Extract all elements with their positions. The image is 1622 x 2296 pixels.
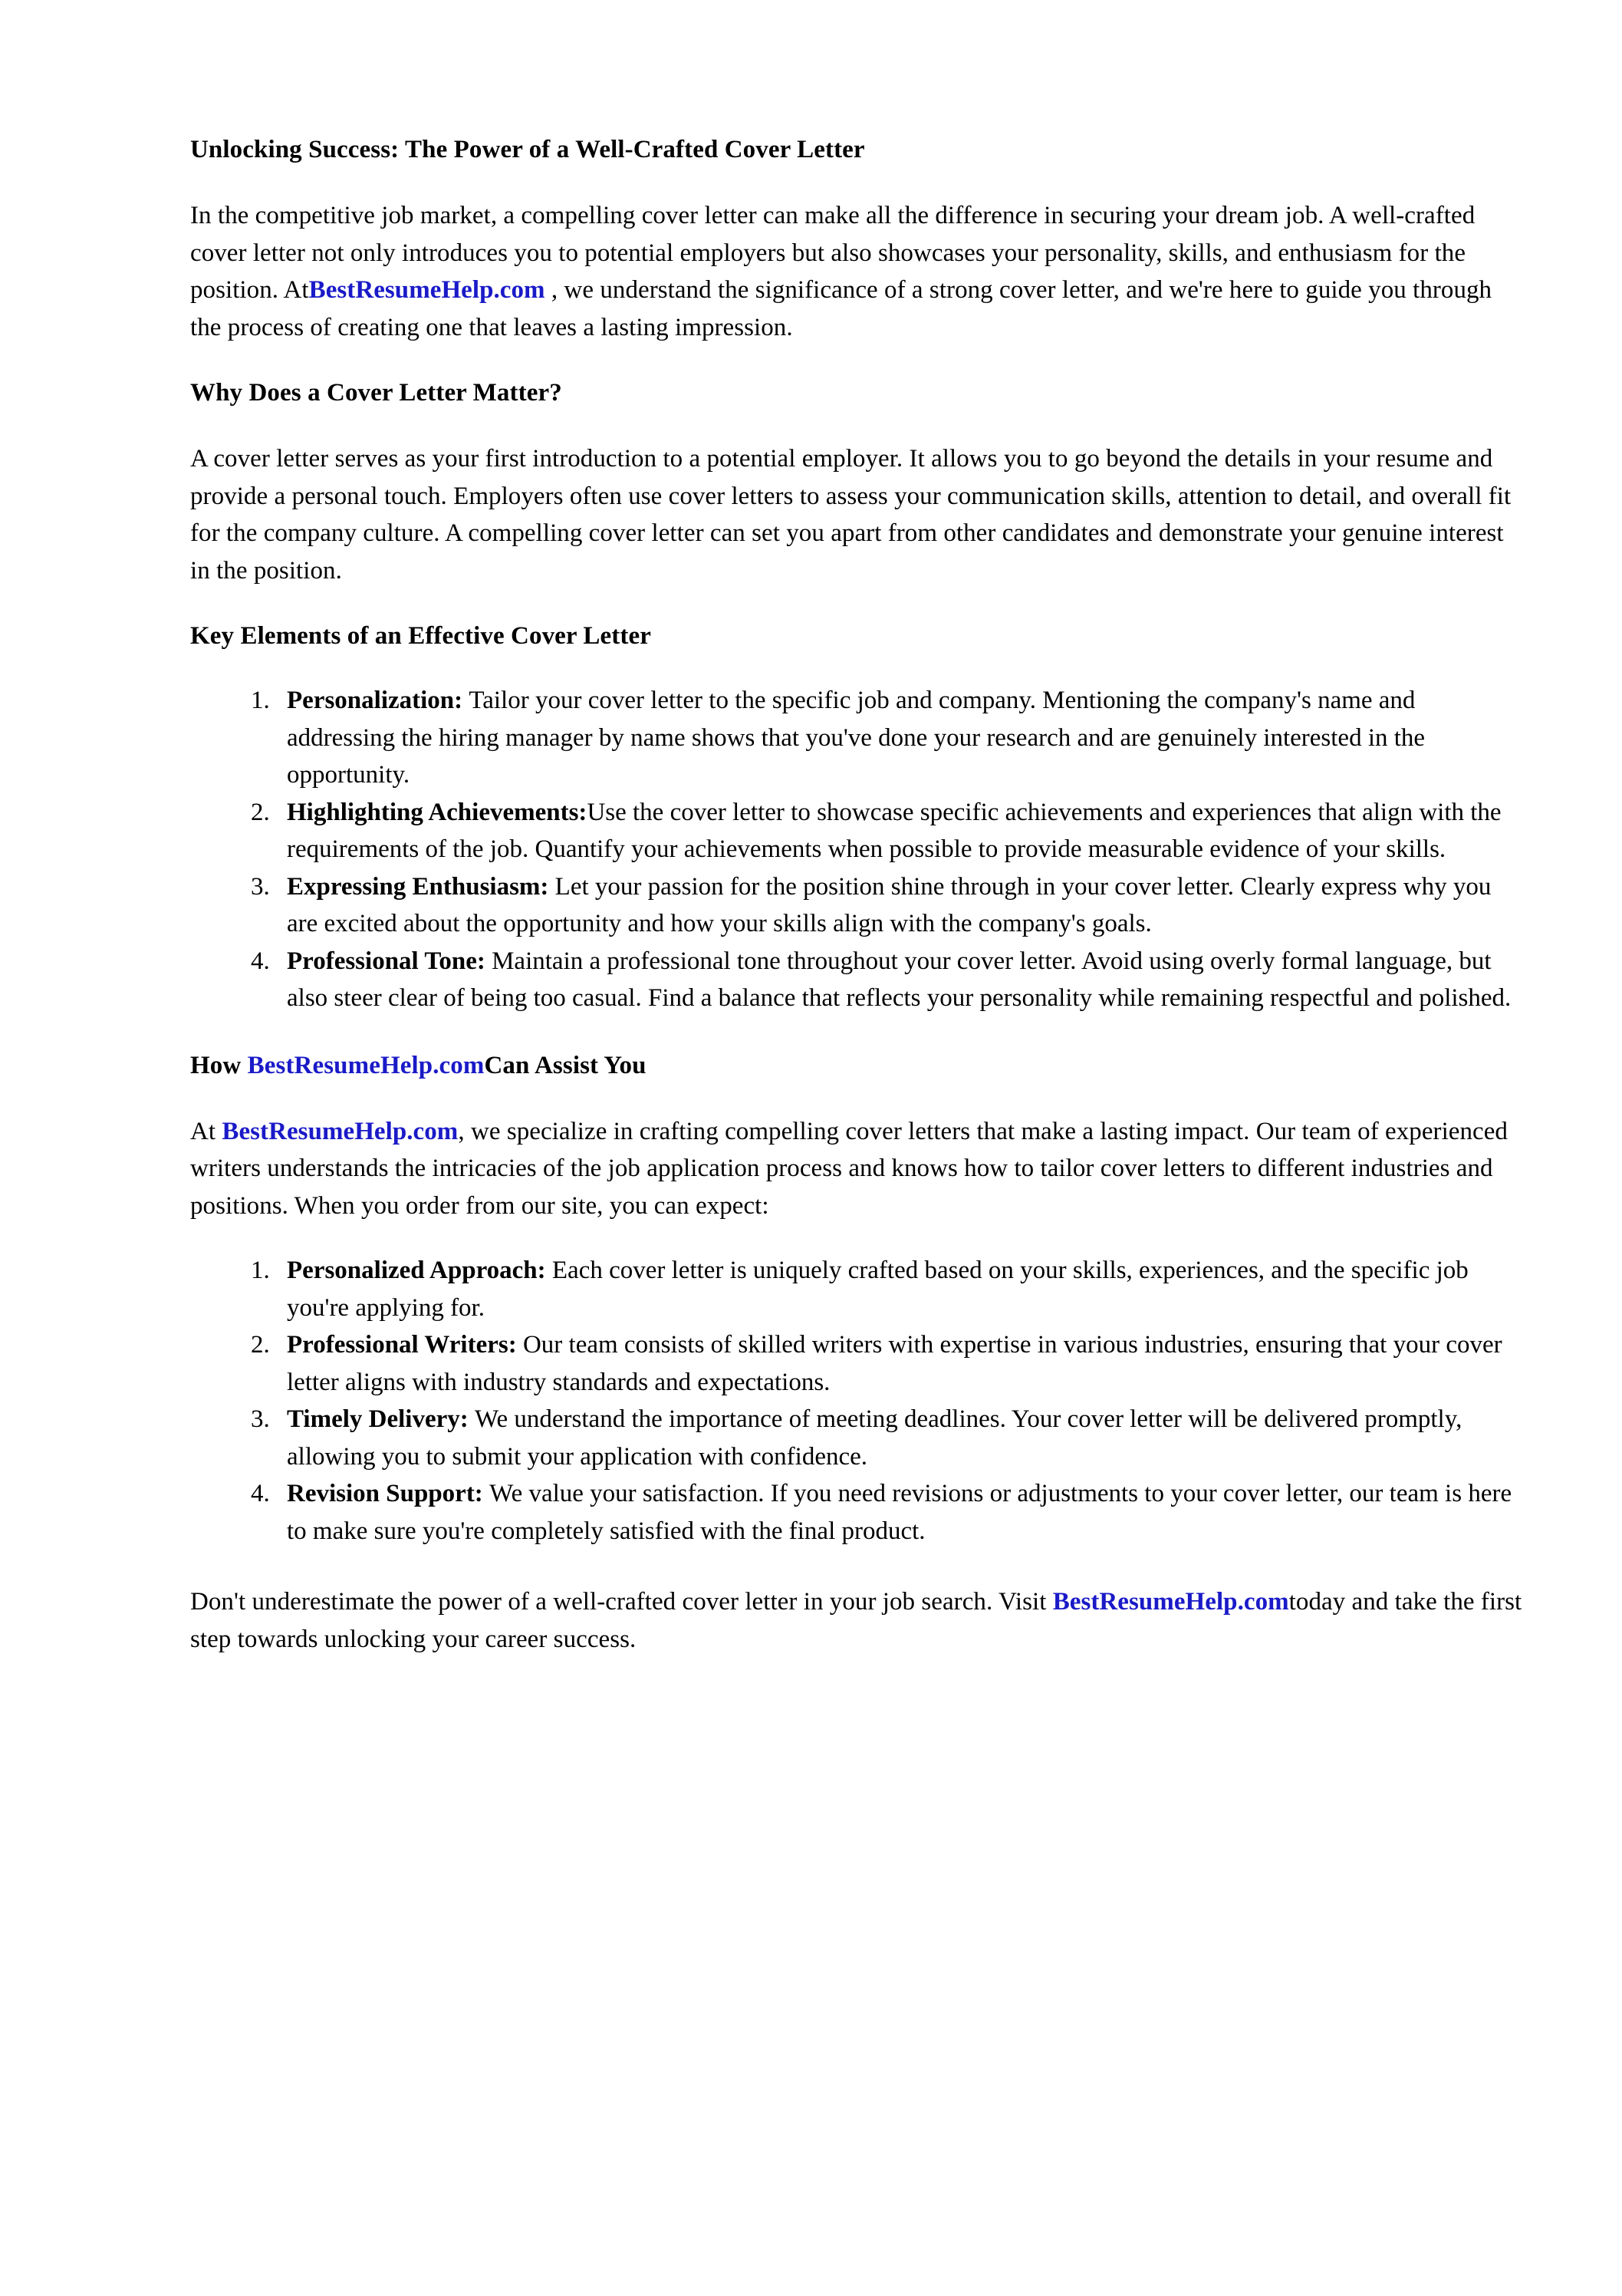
assist-heading-after: Can Assist You — [484, 1051, 646, 1079]
section-assist-paragraph — [190, 1113, 1525, 1225]
assist-text-before: At — [190, 1117, 222, 1145]
section-heading-assist — [190, 1048, 1525, 1084]
list-item-lead: Personalization: — [287, 687, 469, 714]
list-item-text: Tailor your cover letter to the specific job and company. Mentioning the company's name and addressing the hiring manager by name shows that you've done your research and are genuinely interested in the opportunity. — [287, 687, 1426, 789]
section-heading-elements: Key Elements of an Effective Cover Letter — [190, 622, 651, 650]
list-item-text: We understand the importance of meeting deadlines. Your cover letter will be delivered promptly, allowing you to submit your application with confidence. — [287, 1405, 1462, 1471]
assist-text-after: , we specialize in crafting compelling cover letters that make a lasting impact. Our team of experienced writers understands the intricacies of the job application process and knows how to tailor cover letters to different industries and positions. When you order from our site, you can expect: — [190, 1117, 1508, 1220]
spacer — [190, 654, 1525, 682]
list-item-text: Each cover letter is uniquely crafted based on your skills, experiences, and the specific job you're applying for. — [287, 1257, 1469, 1322]
list-item-lead: Highlighting Achievements: — [287, 798, 587, 826]
spacer — [190, 1224, 1525, 1252]
assist-benefits-list — [190, 1252, 1525, 1550]
closing-text-after: today and take the first step towards unlocking your career success. — [190, 1588, 1522, 1653]
spacer — [190, 168, 1525, 197]
spacer — [190, 411, 1525, 440]
list-item-text: We value your satisfaction. If you need revisions or adjustments to your cover letter, our team is here to make sure you're completely satisfied with the final product. — [287, 1480, 1512, 1545]
list-item — [276, 943, 1525, 1017]
list-item-lead: Professional Writers: — [287, 1331, 523, 1359]
spacer — [190, 1550, 1525, 1583]
list-item-lead: Timely Delivery: — [287, 1405, 475, 1433]
intro-text-before: In the competitive job market, a compelling cover letter can make all the difference in securing your dream job. A well-crafted cover letter not only introduces you to potential employers but also showcases your personality, skills, and enthusiasm for the position. At — [190, 202, 1476, 304]
key-elements-list — [190, 682, 1525, 1017]
bestresumehelp-link[interactable]: BestResumeHelp.com — [308, 276, 545, 304]
intro-paragraph — [190, 197, 1525, 346]
bestresumehelp-link[interactable]: BestResumeHelp.com — [222, 1117, 459, 1145]
bestresumehelp-link[interactable]: BestResumeHelp.com — [247, 1051, 485, 1079]
list-item-text: Let your passion for the position shine through in your cover letter. Clearly express why you are excited about the opportunity and how your skills align with the company's goals. — [287, 872, 1492, 937]
list-item — [276, 794, 1525, 868]
list-item — [276, 1401, 1525, 1475]
section-matter-paragraph: A cover letter serves as your first introduction to a potential employer. It allows you to go beyond the details in your resume and provide a personal touch. Employers often use cover letters to assess your communication skills, attention to detail, and overall fit for the company culture. A compelling cover letter can set you apart from other candidates and demonstrate your genuine interest in the position. — [190, 445, 1512, 585]
list-item-lead: Personalized Approach: — [287, 1257, 552, 1284]
document-body — [190, 132, 1525, 1658]
closing-paragraph — [190, 1583, 1525, 1658]
spacer — [190, 1017, 1525, 1048]
spacer — [190, 346, 1525, 375]
section-heading-matter: Why Does a Cover Letter Matter? — [190, 379, 562, 407]
list-item-text: Our team consists of skilled writers with expertise in various industries, ensuring that your cover letter aligns with industry standards and expectations. — [287, 1331, 1502, 1396]
spacer — [190, 589, 1525, 618]
list-item — [276, 1326, 1525, 1401]
list-item — [276, 1252, 1525, 1326]
intro-text-after: , we understand the significance of a strong cover letter, and we're here to guide you through the process of creating one that leaves a lasting impression. — [190, 276, 1492, 341]
list-item-lead: Professional Tone: — [287, 947, 492, 975]
spacer — [190, 1084, 1525, 1113]
assist-heading-before: How — [190, 1051, 248, 1079]
list-item-text: Maintain a professional tone throughout your cover letter. Avoid using overly formal language, but also steer clear of being too casual. Find a balance that reflects your personality while remaining respectful and polished. — [287, 947, 1512, 1012]
list-item-lead: Expressing Enthusiasm: — [287, 872, 555, 901]
page-title: Unlocking Success: The Power of a Well-Crafted Cover Letter — [190, 136, 865, 163]
list-item-lead: Revision Support: — [287, 1480, 490, 1507]
list-item-text: Use the cover letter to showcase specific achievements and experiences that align with the requirements of the job. Quantify your achievements when possible to provide measurable evidence of your skills. — [287, 798, 1502, 863]
list-item — [276, 1475, 1525, 1550]
bestresumehelp-link[interactable]: BestResumeHelp.com — [1052, 1588, 1289, 1616]
list-item — [276, 682, 1525, 794]
list-item — [276, 868, 1525, 943]
closing-text-before: Don't underestimate the power of a well-crafted cover letter in your job search. Visit — [190, 1588, 1053, 1616]
